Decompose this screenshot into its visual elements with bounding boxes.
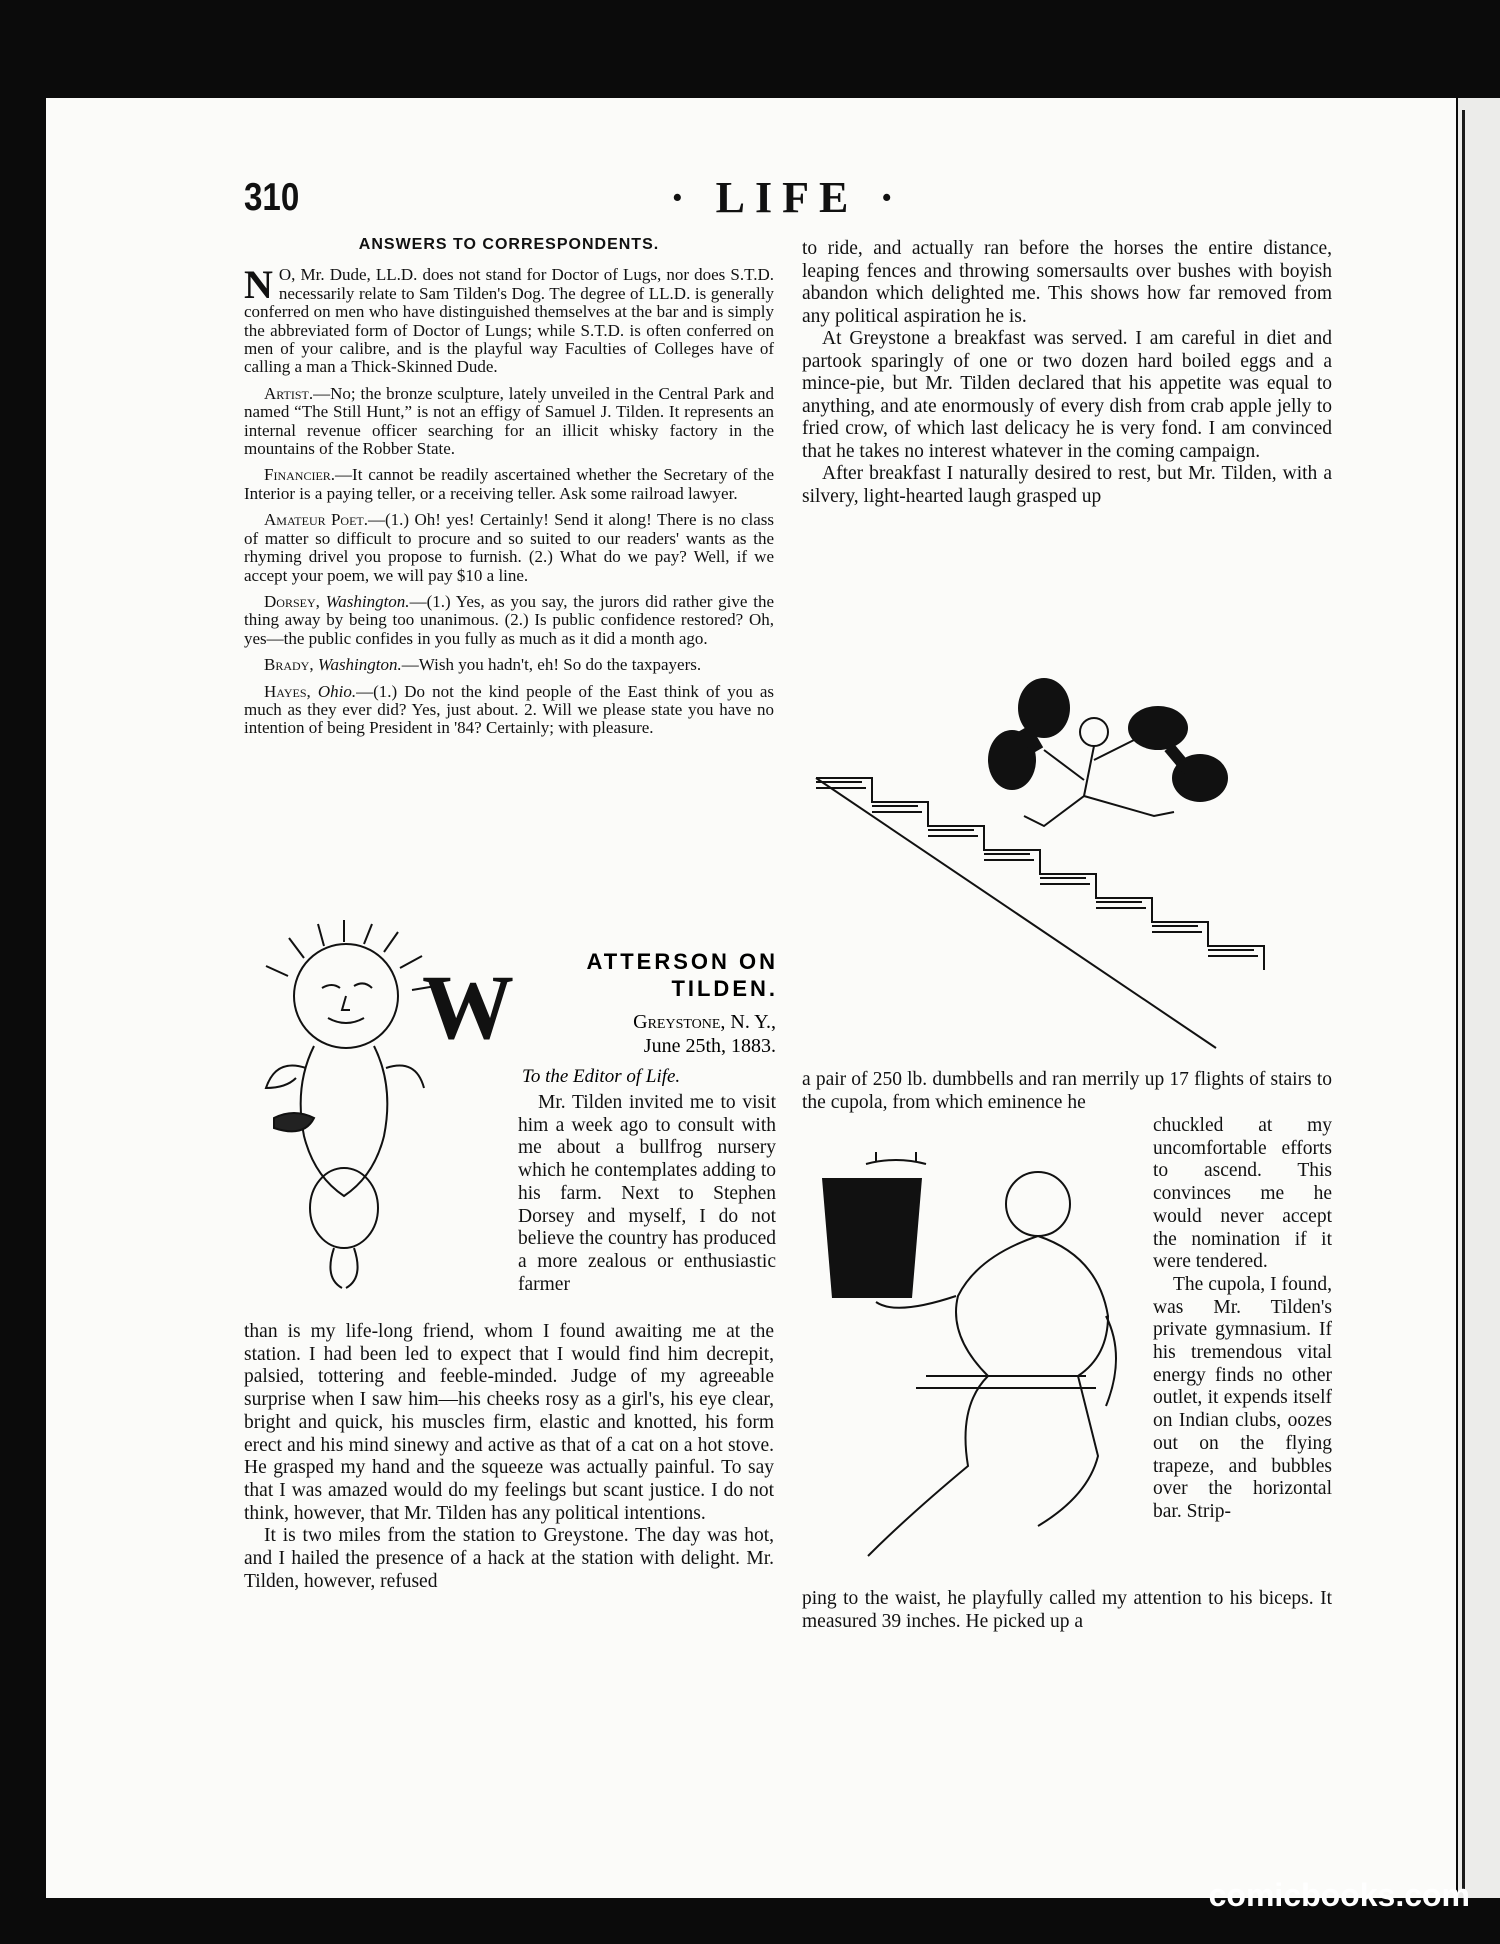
answer-place: Washington. — [313, 655, 402, 675]
answer-text: —Wish you hadn't, eh! So do the taxpayers. — [401, 655, 702, 675]
initial-w: W — [422, 956, 514, 1058]
article-col3-narrow — [1153, 1115, 1332, 1524]
page-number: 310 — [244, 176, 300, 219]
article-dateline — [560, 1010, 776, 1058]
article-paragraph: The cupola, I found, was Mr. Tilden's private gymnasium. If his tremendous vital energy finds no other outlet, it expends itself on Indian clubs, oozes out on the flying trapeze, and bubbles over the horizontal bar. Strip- — [1153, 1273, 1332, 1522]
answer-brady — [244, 656, 774, 674]
article-narrow-text: Mr. Tilden invited me to visit him a week ago to consult with me about a bullfrog nursery which he contemplates adding to his farm. Next to Stephen Dorsey and myself, I do not believe the country has produced a more zealous or enthusiastic farmer — [518, 1092, 776, 1295]
dumbbell-runner-stairs-illustration — [812, 610, 1312, 1050]
answers-column — [244, 236, 774, 746]
sun-baby-illustration — [244, 918, 516, 1290]
article-wide-text — [244, 1321, 774, 1593]
article-paragraph: to ride, and actually ran before the horses the entire distance, leaping fences and throwing somersaults over bushes with boyish abandon which delighted me. This shows how far removed from any political aspiration he is. — [802, 238, 1332, 327]
article-title-line1: ATTERSON ON — [586, 949, 778, 974]
article-salutation: To the Editor of Life. — [522, 1066, 681, 1087]
answer-name: Brady, — [264, 655, 314, 675]
answer-name: Financier. — [264, 465, 336, 485]
strongman-weight-illustration — [806, 1148, 1148, 1586]
article-paragraph: It is two miles from the station to Greystone. The day was hot, and I hailed the presence of a hack at the station with delight. Mr. Tilden, however, refused — [244, 1525, 774, 1592]
answer-place: Washington. — [319, 591, 410, 611]
answer-financier — [244, 466, 774, 503]
answer-name: Dorsey, — [264, 591, 320, 611]
answers-intro-text: O, Mr. Dude, LL.D. does not stand for Doctor of Lugs, nor does S.T.D. necessarily relate to Sam Tilden's Dog. The degree of LL.D. is generally conferred on men who have distinguished themselves at the bar and is simply the abbreviated form of Doctor of Lungs; while S.T.D. is often conferred on men of your calibre, and is the playful way Faculties of Colleges have of calling a man a Thick-Skinned Dude. — [244, 265, 774, 377]
answer-name: Hayes, — [264, 681, 311, 701]
article-title-line2: TILDEN. — [671, 976, 778, 1001]
dateline-date: June 25th, 1883. — [643, 1035, 776, 1057]
watermark: comicbooks.com — [1208, 1877, 1470, 1913]
answer-dorsey — [244, 593, 774, 648]
answer-text: —(1.) Yes, as you say, the jurors did rather give the thing away by being too unanimous. (2.) Is public confidence restored? Oh, yes—the public confides in you fully as much as it did a month ago. — [244, 591, 774, 648]
answer-artist — [244, 385, 774, 459]
answer-name: Amateur Poet. — [264, 510, 369, 530]
article-paragraph: After breakfast I naturally desired to rest, but Mr. Tilden, with a silvery, light-hearted laugh grasped up — [802, 463, 1332, 507]
answers-heading: ANSWERS TO CORRESPONDENTS. — [358, 236, 660, 253]
answer-text: —(1.) Do not the kind people of the East think of you as much as they ever did? Yes, just about. 2. Will we please state you have no intention of being President in '84? Certainly; with pleasure. — [244, 681, 774, 738]
article-paragraph: At Greystone a breakfast was served. I am careful in diet and partook sparingly of one or two dozen hard boiled eggs and a mince-pie, but Mr. Tilden declared that his appetite was equal to anything, and ate enormously of every dish from crab apple jelly to fried crow, of which last delicacy he is very fond. I am convinced that he takes no interest whatever in the coming campaign. — [802, 328, 1332, 462]
masthead-title: · LIFE · — [670, 173, 905, 222]
article-col3-bottom: ping to the waist, he playfully called my attention to his biceps. It measured 39 inches. He picked up a — [802, 1588, 1332, 1632]
answer-place: Ohio. — [310, 681, 357, 701]
answer-text: —(1.) Oh! yes! Certainly! Send it along! There is no class of matter so difficult to procure and so suited to our readers' wants as the rhyming drivel you propose to furnish. (2.) What do we pay? Well, if we accept your poem, we will pay $10 a line. — [244, 510, 774, 585]
answer-hayes — [244, 683, 774, 738]
drop-cap: N — [244, 262, 273, 308]
answer-name: Artist. — [264, 383, 314, 403]
article-paragraph: chuckled at my uncomfortable efforts to ascend. This convinces me he would never accept the nomination if it were tendered. — [1153, 1115, 1332, 1273]
article-column-right-top — [802, 238, 1332, 508]
page-gutter-line — [1462, 110, 1465, 1890]
answer-text: —No; the bronze sculpture, lately unveiled in the Central Park and named “The Still Hunt,” is not an effigy of Samuel J. Tilden. It represents an internal revenue officer searching for an illicit whisky factory in the mountains of the Robber State. — [244, 383, 774, 459]
article-title — [518, 948, 778, 1002]
answer-text: —It cannot be readily ascertained whether the Secretary of the Interior is a paying teller, or a receiving teller. Ask some railroad lawyer. — [244, 465, 774, 503]
dateline-place: Greystone, N. Y., — [633, 1011, 776, 1033]
article-col3-full: a pair of 250 lb. dumbbells and ran merrily up 17 flights of stairs to the cupola, from which eminence he — [802, 1069, 1332, 1113]
article-paragraph: than is my life-long friend, whom I found awaiting me at the station. I had been led to expect that I would find him decrepit, palsied, tottering and feeble-minded. Judge of my agreeable surprise when I saw him—his cheeks rosy as a girl's, his eye clear, bright and quick, his muscles firm, elastic and knotted, his form erect and his mind sinewy and active as that of a cat on a hot stove. He grasped my hand and the squeeze was actually painful. To say that I was amazed would do my feelings but scant justice. I do not think, however, that Mr. Tilden has any political intentions. — [244, 1321, 774, 1524]
answer-amateur-poet — [244, 511, 774, 585]
answers-intro — [244, 262, 774, 377]
